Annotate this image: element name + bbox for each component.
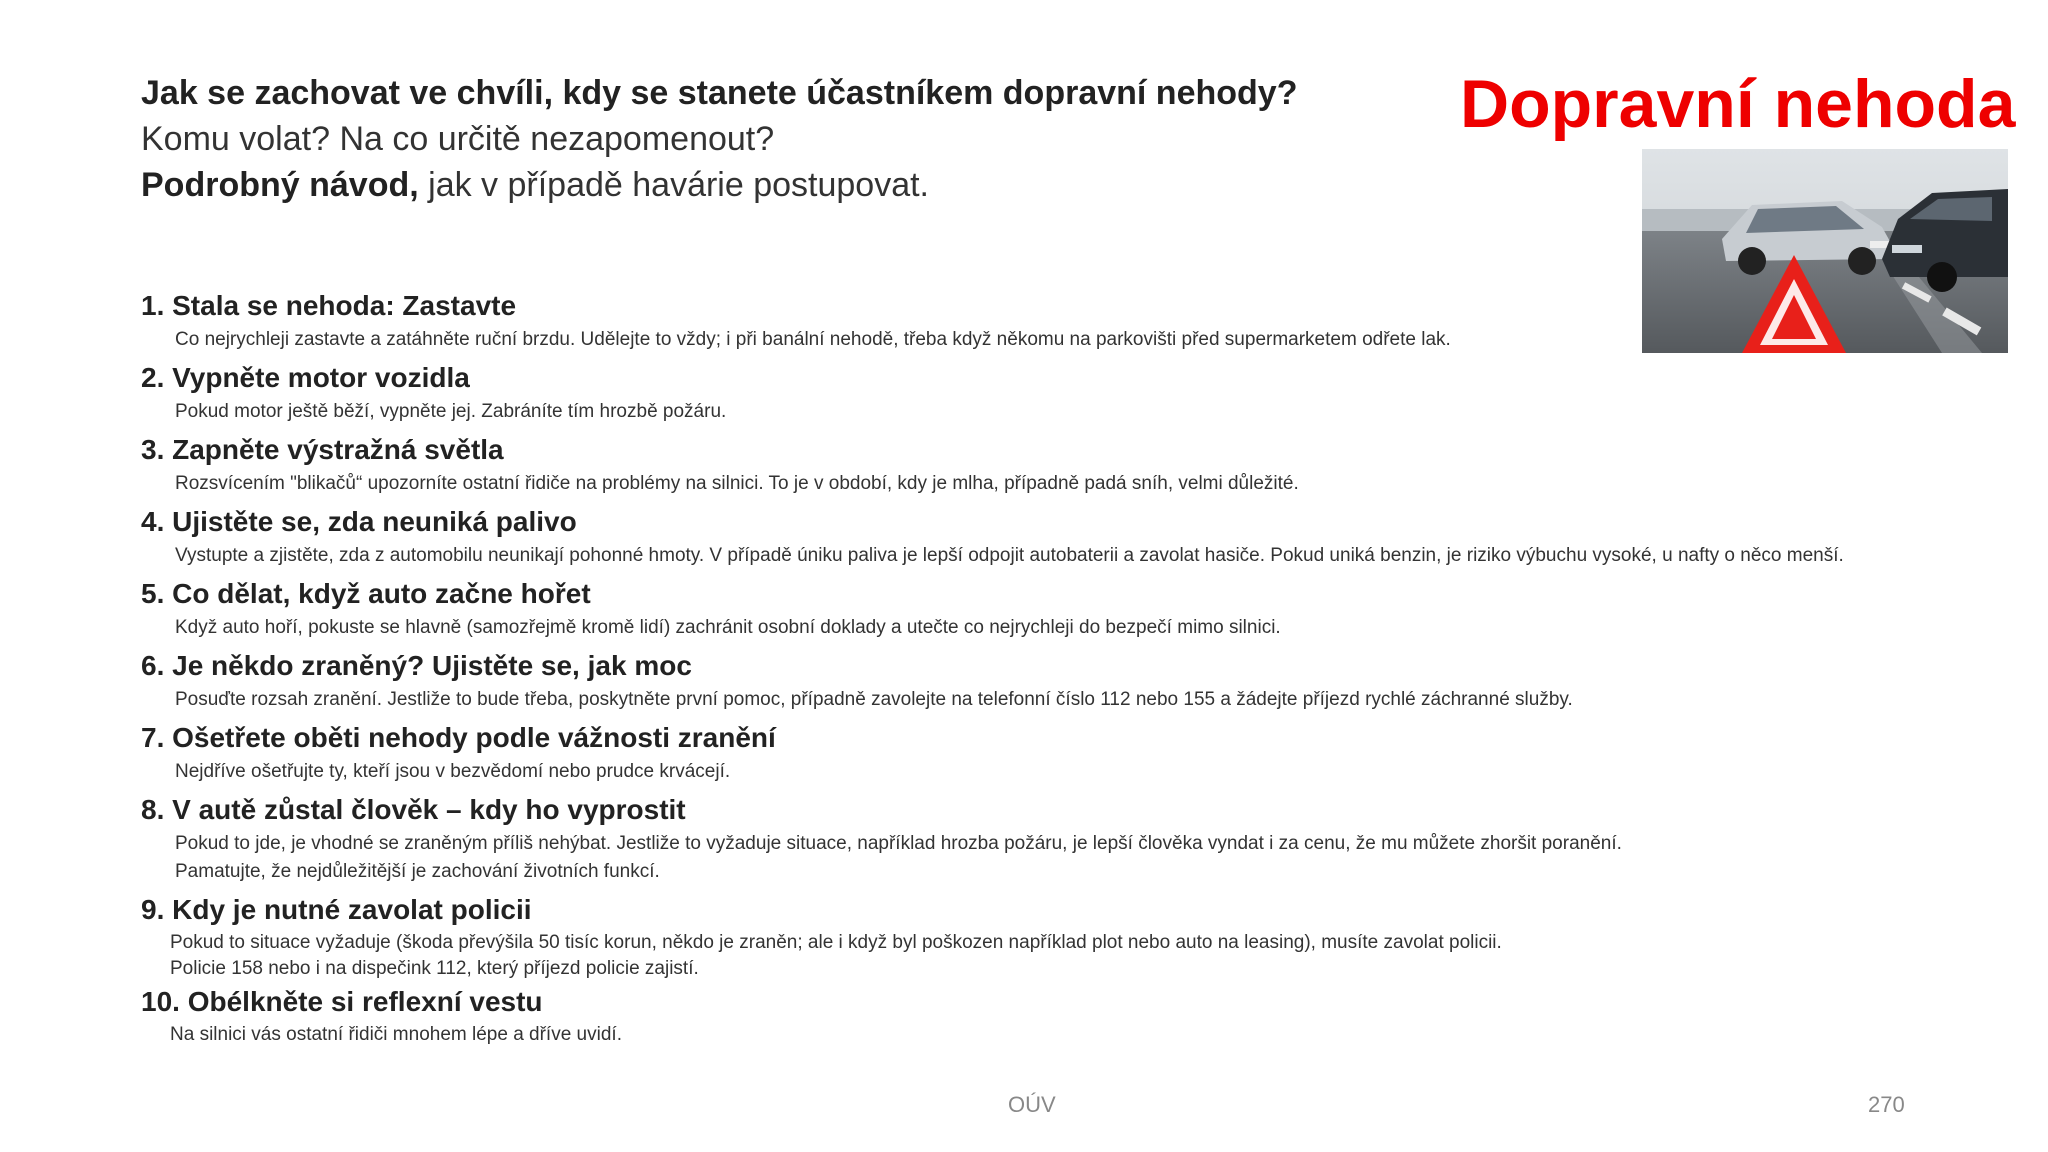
intro-guide-rest: jak v případě havárie postupovat.: [418, 166, 930, 204]
step-title: 6. Je někdo zraněný? Ujistěte se, jak moc: [141, 650, 692, 681]
step-5: [141, 574, 2021, 642]
step-text: Pokud to situace vyžaduje (škoda převýšila 50 tisíc korun, někdo je zraněn; ale i když byl poškozen například plot nebo auto na leasing), musíte zavolat policii.: [170, 932, 1502, 953]
intro: [141, 70, 1441, 208]
step-text: Rozsvícením "blikačů“ upozorníte ostatní řidiče na problémy na silnici. To je v období, kdy je mlha, případně padá sníh, velmi důležité.: [175, 473, 1299, 494]
step-text: Nejdříve ošetřujte ty, kteří jsou v bezvědomí nebo prudce krvácejí.: [175, 761, 731, 782]
step-title: 9. Kdy je nutné zavolat policii: [141, 894, 532, 925]
intro-guide: [141, 162, 1441, 208]
intro-question: Jak se zachovat ve chvíli, kdy se stanete účastníkem dopravní nehody?: [141, 74, 1298, 112]
page-number: 270: [1868, 1092, 1905, 1117]
step-3: [141, 430, 2021, 498]
step-title: 10. Obélkněte si reflexní vestu: [141, 986, 543, 1017]
footer-label: OÚV: [1008, 1092, 1056, 1117]
step-7: [141, 718, 2021, 786]
step-2: [141, 358, 2021, 426]
step-title: 5. Co dělat, když auto začne hořet: [141, 578, 591, 609]
step-text: Pamatujte, že nejdůležitější je zachování životních funkcí.: [175, 861, 660, 882]
step-text: Vystupte a zjistěte, zda z automobilu neunikají pohonné hmoty. V případě úniku paliva je lepší odpojit autobaterii a zavolat hasiče. Pokud uniká benzin, je riziko výbuchu vysoké, u nafty o něco menší.: [175, 545, 1844, 566]
step-text: Posuďte rozsah zranění. Jestliže to bude třeba, poskytněte první pomoc, případně zavolejte na telefonní číslo 112 nebo 155 a žádejte příjezd rychlé záchranné služby.: [175, 689, 1573, 710]
step-text: Pokud motor ještě běží, vypněte jej. Zabráníte tím hrozbě požáru.: [175, 401, 727, 422]
intro-guide-bold: Podrobný návod,: [141, 166, 419, 204]
step-10: [141, 982, 2021, 1048]
step-9: [141, 890, 2021, 982]
step-6: [141, 646, 2021, 714]
page-title: Dopravní nehoda: [1460, 66, 2016, 142]
step-4: [141, 502, 2021, 570]
step-title: 2. Vypněte motor vozidla: [141, 362, 470, 393]
step-text: Policie 158 nebo i na dispečink 112, který příjezd policie zajistí.: [170, 958, 699, 979]
step-title: 1. Stala se nehoda: Zastavte: [141, 290, 517, 321]
step-text: Když auto hoří, pokuste se hlavně (samozřejmě kromě lidí) zachránit osobní doklady a utečte co nejrychleji do bezpečí mimo silnici.: [175, 617, 1281, 638]
steps-list: [141, 286, 2021, 1048]
step-title: 8. V autě zůstal člověk – kdy ho vyprostit: [141, 794, 686, 825]
step-title: 7. Ošetřete oběti nehody podle vážnosti zranění: [141, 722, 776, 753]
step-title: 3. Zapněte výstražná světla: [141, 434, 504, 465]
step-text: Co nejrychleji zastavte a zatáhněte ruční brzdu. Udělejte to vždy; i při banální nehodě, třeba když někomu na parkovišti před supermarketem odřete lak.: [175, 329, 1451, 350]
step-title: 4. Ujistěte se, zda neuniká palivo: [141, 506, 577, 537]
step-1: [141, 286, 2021, 354]
intro-subtitle: Komu volat? Na co určitě nezapomenout?: [141, 120, 775, 158]
step-8: [141, 790, 2021, 886]
step-text: Pokud to jde, je vhodné se zraněným příliš nehýbat. Jestliže to vyžaduje situace, například hrozba požáru, je lepší člověka vyndat i za cenu, že mu můžete zhoršit poranění.: [175, 833, 1622, 854]
step-text: Na silnici vás ostatní řidiči mnohem lépe a dříve uvidí.: [170, 1024, 622, 1045]
